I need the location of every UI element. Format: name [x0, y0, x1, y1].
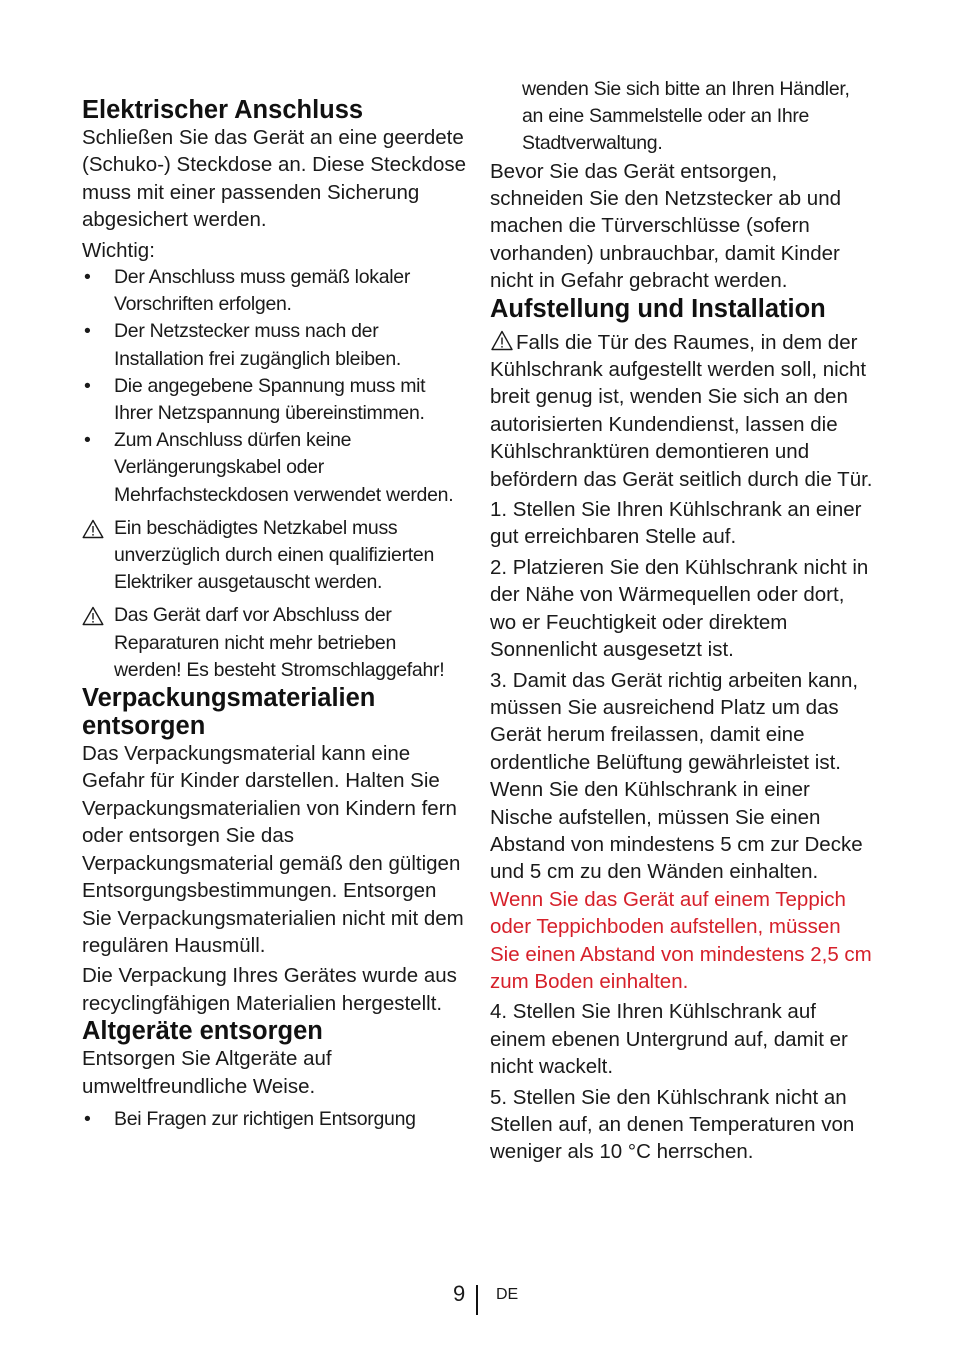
electrical-bullet-list — [82, 264, 467, 509]
footer-divider — [476, 1285, 478, 1315]
electrical-intro: Schließen Sie das Gerät an eine geerdete (Schuko-) Steckdose an. Diese Steckdose muss mit einer passenden Sicherung abgesichert werden. — [82, 126, 466, 232]
packaging-paragraph-2: Die Verpackung Ihres Gerätes wurde aus recyclingfähigen Materialien hergestellt. — [82, 964, 457, 1015]
bullet-icon: • — [84, 320, 91, 343]
step-1: 1. Stellen Sie Ihren Kühlschrank an einer gut erreichbaren Stelle auf. — [490, 498, 862, 549]
heading-old-appliance-disposal: Altgeräte entsorgen — [82, 1017, 323, 1046]
old-appliance-paragraph: Entsorgen Sie Altgeräte auf umweltfreundliche Weise. — [82, 1047, 332, 1098]
bullet-icon: • — [84, 374, 91, 397]
old-appliance-bullet-list — [82, 1106, 467, 1133]
left-column — [82, 96, 467, 1133]
list-item: • Der Netzstecker muss nach der Installation frei zugänglich bleiben. — [84, 320, 402, 370]
packaging-paragraph-1: Das Verpackungsmaterial kann eine Gefahr für Kinder darstellen. Halten Sie Verpackungsmaterialien von Kindern fern oder entsorgen Sie das Verpackungsmaterial gemäß den gültigen Entsorgungsbestimmungen. Entsorgen Sie Verpackungsmaterialien nicht mit dem regulären Hausmüll. — [82, 742, 464, 957]
warning-repairs: Das Gerät darf vor Abschluss der Reparaturen nicht mehr betrieben werden! Es besteht Stromschlaggefahr! — [82, 602, 467, 684]
bullet-icon: • — [84, 1107, 91, 1130]
door-width-warning: Falls die Tür des Raumes, in dem der Kühlschrank aufgestellt werden soll, nicht breit genug ist, wenden Sie sich an den autorisierten Kundendienst, lassen die Kühlschranktüren demontieren und befördern das Gerät seitlich durch die Tür. — [490, 330, 873, 491]
list-item: • Zum Anschluss dürfen keine Verlängerungskabel oder Mehrfachsteckdosen verwendet werden. — [84, 429, 454, 506]
heading-packaging-disposal: Verpackungsmaterialien entsorgen — [82, 684, 376, 741]
step-2: 2. Platzieren Sie den Kühlschrank nicht in der Nähe von Wärmequellen oder dort, wo er Feuchtigkeit oder direktem Sonnenlicht ausgesetzt ist. — [490, 555, 869, 662]
dispose-warning-paragraph: Bevor Sie das Gerät entsorgen, schneiden Sie den Netzstecker ab und machen die Türverschlüsse (sofern vorhanden) unbrauchbar, damit Kinder nicht in Gefahr gebracht werden. — [490, 159, 842, 293]
disposal-continued-text: wenden Sie sich bitte an Ihren Händler, an eine Sammelstelle oder an Ihre Stadtverwaltung. — [522, 78, 850, 155]
bullet-icon: • — [84, 266, 91, 289]
page-footer — [0, 1281, 954, 1321]
step-4: 4. Stellen Sie Ihren Kühlschrank auf einem ebenen Untergrund auf, damit er nicht wackelt. — [490, 1000, 848, 1079]
list-item: • Der Anschluss muss gemäß lokaler Vorschriften erfolgen. — [84, 266, 411, 316]
carpet-clearance-highlight: Wenn Sie das Gerät auf einem Teppich oder Teppichboden aufstellen, müssen Sie einen Abstand von mindestens 2,5 cm zum Boden einhalten. — [490, 887, 872, 993]
list-item: • Bei Fragen zur richtigen Entsorgung — [82, 1106, 467, 1133]
warning-damaged-cable: Ein beschädigtes Netzkabel muss unverzüglich durch einen qualifizierten Elektriker ausgetauscht werden. — [82, 515, 467, 597]
step-5: 5. Stellen Sie den Kühlschrank nicht an Stellen auf, an denen Temperaturen von weniger als 10 °C herrschen. — [490, 1085, 855, 1164]
right-column — [490, 76, 875, 1166]
important-label: Wichtig: — [82, 238, 155, 262]
list-item: • Die angegebene Spannung muss mit Ihrer Netzspannung übereinstimmen. — [84, 374, 426, 425]
language-code: DE — [496, 1286, 519, 1303]
bullet-icon: • — [84, 429, 91, 452]
warning-triangle-icon — [82, 606, 104, 626]
heading-setup-installation: Aufstellung und Installation — [490, 294, 826, 323]
warning-triangle-icon — [82, 519, 104, 539]
step-3: 3. Damit das Gerät richtig arbeiten kann, müssen Sie ausreichend Platz um das Gerät herum freilassen, damit eine ordentliche Belüftung gewährleistet ist. Wenn Sie den Kühlschrank in einer Nische aufstellen, müssen Sie einen Abstand von mindestens 5 cm zur Decke und 5 cm zu den Wänden einhalten. Wenn Sie das Gerät auf einem Teppich oder Teppichboden aufstellen, müssen Sie einen Abstand von mindestens 2,5 cm zum Boden einhalten. — [490, 668, 872, 993]
heading-electrical-connection: Elektrischer Anschluss — [82, 96, 364, 124]
warning-triangle-icon — [490, 330, 516, 352]
page-number: 9 — [453, 1281, 466, 1306]
